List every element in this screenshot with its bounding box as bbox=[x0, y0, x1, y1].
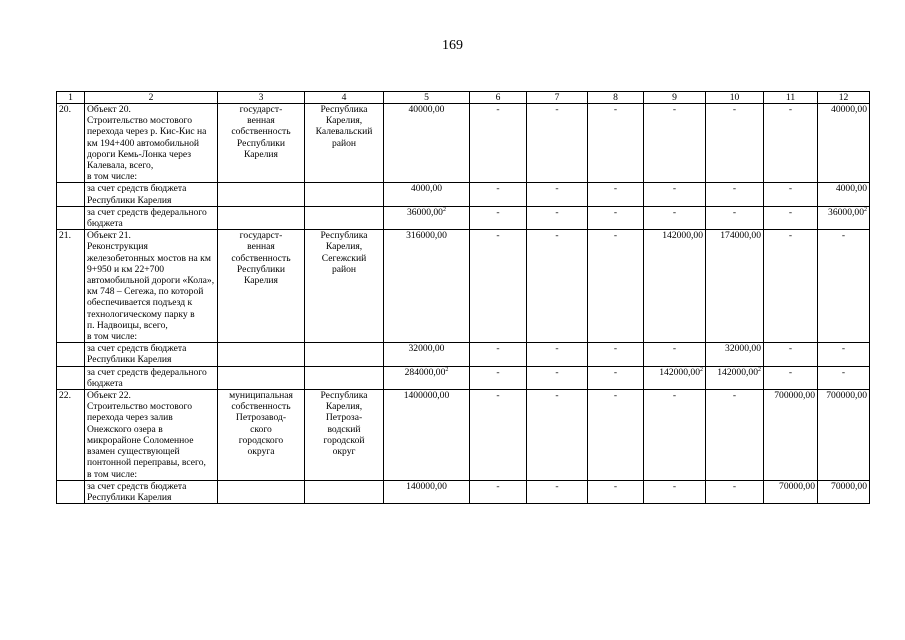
value-cell-text: 36000,00 bbox=[828, 206, 864, 218]
value-cell bbox=[706, 183, 764, 206]
funding-source bbox=[85, 480, 218, 503]
value-cell-text: 70000,00 bbox=[831, 480, 867, 492]
value-cell-text: - bbox=[555, 390, 559, 402]
location bbox=[305, 230, 384, 343]
row-number-text: 22. bbox=[59, 390, 71, 402]
value-cell bbox=[384, 480, 470, 503]
value-cell bbox=[384, 343, 470, 366]
value-cell bbox=[470, 104, 527, 183]
header-cell: 8 bbox=[588, 92, 644, 104]
object-name-text: Объект 22. Строительство мостового перехода через залив Онежского озера в микрорайоне Соломенное взамен существующей понтонной переправы, всего, в том числе: bbox=[87, 390, 206, 480]
value-cell bbox=[706, 480, 764, 503]
value-cell bbox=[644, 343, 706, 366]
footnote-mark: 2 bbox=[445, 366, 449, 373]
value-cell-text: - bbox=[613, 230, 618, 242]
value-cell bbox=[470, 230, 527, 343]
value-cell-text: 174000,00 bbox=[720, 230, 761, 242]
value-cell-text: - bbox=[732, 480, 737, 492]
funding-row bbox=[57, 480, 870, 503]
value-cell-text: - bbox=[788, 343, 793, 355]
footnote-mark: 2 bbox=[864, 206, 867, 213]
value-cell bbox=[588, 183, 644, 206]
value-cell-text: - bbox=[841, 343, 846, 355]
value-cell bbox=[527, 343, 588, 366]
funding-row bbox=[57, 183, 870, 206]
value-cell-text: 4000,00 bbox=[835, 183, 867, 195]
value-cell bbox=[588, 230, 644, 343]
value-cell bbox=[706, 390, 764, 481]
value-cell bbox=[706, 206, 764, 229]
value-cell bbox=[644, 230, 706, 343]
value-cell-text: - bbox=[555, 104, 559, 115]
value-cell-text: - bbox=[613, 343, 618, 355]
value-cell-text: 36000,00 bbox=[407, 206, 443, 218]
footnote-mark: 2 bbox=[442, 206, 446, 213]
value-cell bbox=[384, 206, 470, 229]
funding-row bbox=[57, 343, 870, 366]
location-text: Республика Карелия, Петроза- водский городской округ bbox=[320, 390, 368, 458]
value-cell-text: - bbox=[496, 230, 500, 242]
value-cell-text: - bbox=[613, 480, 618, 492]
location-empty bbox=[305, 366, 384, 389]
value-cell bbox=[764, 183, 818, 206]
value-cell bbox=[644, 390, 706, 481]
value-cell bbox=[588, 390, 644, 481]
value-cell bbox=[644, 104, 706, 183]
object-name-text: Объект 20. Строительство мостового перехода через р. Кис-Кис на км 194+400 автомобильной дороги Кемь-Лонка через Калевала, всего, в том числе: bbox=[87, 104, 207, 183]
value-cell bbox=[644, 366, 706, 389]
value-cell-text: - bbox=[613, 206, 618, 218]
header-cell: 10 bbox=[706, 92, 764, 104]
funding-source-text: за счет средств бюджета Республики Карелия bbox=[87, 183, 187, 206]
value-cell bbox=[764, 480, 818, 503]
location-text: Республика Карелия, Сегежский район bbox=[320, 230, 368, 275]
value-cell bbox=[384, 390, 470, 481]
value-cell-text: - bbox=[788, 206, 793, 218]
value-cell bbox=[644, 206, 706, 229]
funding-source bbox=[85, 206, 218, 229]
funding-source bbox=[85, 183, 218, 206]
row-number-text: 20. bbox=[59, 104, 71, 115]
value-cell bbox=[644, 183, 706, 206]
value-cell-text: - bbox=[555, 206, 559, 218]
value-cell-text: 700000,00 bbox=[774, 390, 815, 402]
value-cell bbox=[470, 390, 527, 481]
header-cell: 2 bbox=[85, 92, 218, 104]
header-cell: 1 bbox=[57, 92, 85, 104]
value-cell-text: - bbox=[672, 104, 677, 115]
value-cell bbox=[818, 390, 870, 481]
value-cell-text: - bbox=[672, 390, 677, 402]
value-cell-text: - bbox=[496, 343, 500, 355]
ownership-empty bbox=[218, 480, 305, 503]
value-cell-text: - bbox=[672, 343, 677, 355]
value-cell bbox=[384, 183, 470, 206]
object-name-text: Объект 21. Реконструкция железобетонных мостов на км 9+950 и км 22+700 автомобильной дороги «Кола», км 748 – Сегежа, по которой обеспечивается подъезд к технологическому парку в п. Надвоицы, всего, в том числе: bbox=[87, 230, 215, 343]
value-cell-text: - bbox=[732, 206, 737, 218]
object-row bbox=[57, 104, 870, 183]
value-cell-text: - bbox=[672, 183, 677, 195]
value-cell-text: - bbox=[841, 366, 846, 378]
object-row bbox=[57, 390, 870, 481]
value-cell bbox=[818, 104, 870, 183]
value-cell bbox=[384, 104, 470, 183]
header-cell: 4 bbox=[305, 92, 384, 104]
value-cell bbox=[470, 206, 527, 229]
location-empty bbox=[305, 183, 384, 206]
object-name bbox=[85, 104, 218, 183]
value-cell-text: 140000,00 bbox=[406, 480, 447, 492]
ownership bbox=[218, 390, 305, 481]
value-cell-text: - bbox=[613, 390, 618, 402]
value-cell-text: - bbox=[841, 230, 846, 242]
ownership-empty bbox=[218, 206, 305, 229]
funding-source-text: за счет средств федерального бюджета bbox=[87, 206, 207, 230]
value-cell bbox=[764, 366, 818, 389]
value-cell-text: - bbox=[613, 104, 618, 115]
ownership-text: государст- венная собственность Республики Карелия bbox=[231, 104, 291, 160]
value-cell bbox=[527, 480, 588, 503]
row-number-text: 21. bbox=[59, 230, 71, 242]
value-cell-text: 700000,00 bbox=[826, 390, 867, 402]
header-cell: 12 bbox=[818, 92, 870, 104]
value-cell-text: 4000,00 bbox=[410, 183, 443, 195]
value-cell-text: - bbox=[672, 480, 677, 492]
value-cell bbox=[384, 230, 470, 343]
location-empty bbox=[305, 480, 384, 503]
value-cell bbox=[764, 104, 818, 183]
value-cell-text: 40000,00 bbox=[408, 104, 445, 115]
value-cell-text: 32000,00 bbox=[725, 343, 761, 355]
value-cell bbox=[706, 343, 764, 366]
value-cell-text: - bbox=[496, 390, 500, 402]
value-cell-text: 284000,00 bbox=[404, 366, 446, 378]
value-cell bbox=[527, 230, 588, 343]
value-cell bbox=[818, 183, 870, 206]
value-cell bbox=[588, 343, 644, 366]
funding-source-text: за счет средств бюджета Республики Карелия bbox=[87, 480, 187, 503]
location bbox=[305, 104, 384, 183]
header-cell: 3 bbox=[218, 92, 305, 104]
value-cell bbox=[764, 206, 818, 229]
footnote-mark: 2 bbox=[700, 366, 703, 373]
value-cell bbox=[470, 343, 527, 366]
ownership bbox=[218, 230, 305, 343]
value-cell-text: - bbox=[496, 480, 500, 492]
value-cell-text: 316000,00 bbox=[406, 230, 447, 242]
value-cell bbox=[644, 480, 706, 503]
value-cell-text: - bbox=[496, 206, 500, 218]
object-name bbox=[85, 230, 218, 343]
footnote-mark: 2 bbox=[758, 366, 761, 373]
funding-row bbox=[57, 366, 870, 389]
value-cell-text: - bbox=[496, 183, 500, 195]
value-cell-text: - bbox=[788, 183, 793, 195]
row-number-empty bbox=[57, 183, 85, 206]
ownership-text: муниципальная собственность Петрозавод- ского городского округа bbox=[229, 390, 293, 458]
row-number bbox=[57, 104, 85, 183]
value-cell-text: - bbox=[788, 366, 793, 378]
value-cell bbox=[818, 343, 870, 366]
value-cell bbox=[818, 230, 870, 343]
value-cell-text: 70000,00 bbox=[779, 480, 815, 492]
value-cell bbox=[470, 480, 527, 503]
value-cell bbox=[470, 183, 527, 206]
value-cell bbox=[470, 366, 527, 389]
value-cell-text: - bbox=[613, 183, 618, 195]
value-cell bbox=[527, 390, 588, 481]
header-cell: 6 bbox=[470, 92, 527, 104]
header-cell: 9 bbox=[644, 92, 706, 104]
value-cell-text: - bbox=[555, 183, 559, 195]
funding-source bbox=[85, 343, 218, 366]
value-cell-text: 142000,00 bbox=[717, 366, 758, 378]
ownership bbox=[218, 104, 305, 183]
row-number-empty bbox=[57, 366, 85, 389]
value-cell-text: 32000,00 bbox=[408, 343, 445, 355]
header-cell: 7 bbox=[527, 92, 588, 104]
location-empty bbox=[305, 206, 384, 229]
value-cell bbox=[818, 366, 870, 389]
value-cell-text: - bbox=[788, 104, 793, 115]
investment-table bbox=[56, 91, 870, 504]
value-cell bbox=[706, 104, 764, 183]
value-cell bbox=[706, 366, 764, 389]
funding-source-text: за счет средств бюджета Республики Карелия bbox=[87, 343, 187, 366]
value-cell bbox=[384, 366, 470, 389]
value-cell bbox=[818, 480, 870, 503]
value-cell-text: - bbox=[496, 104, 500, 115]
row-number-empty bbox=[57, 206, 85, 229]
value-cell bbox=[527, 104, 588, 183]
value-cell-text: - bbox=[788, 230, 793, 242]
value-cell-text: 142000,00 bbox=[659, 366, 700, 378]
funding-source bbox=[85, 366, 218, 389]
value-cell-text: - bbox=[672, 206, 677, 218]
value-cell-text: 142000,00 bbox=[662, 230, 703, 242]
row-number-empty bbox=[57, 480, 85, 503]
row-number-empty bbox=[57, 343, 85, 366]
value-cell bbox=[527, 366, 588, 389]
funding-row bbox=[57, 206, 870, 229]
value-cell-text: - bbox=[732, 183, 737, 195]
value-cell bbox=[588, 366, 644, 389]
ownership-empty bbox=[218, 183, 305, 206]
value-cell-text: 40000,00 bbox=[831, 104, 867, 115]
row-number bbox=[57, 230, 85, 343]
value-cell bbox=[588, 480, 644, 503]
value-cell bbox=[588, 206, 644, 229]
ownership-empty bbox=[218, 366, 305, 389]
value-cell-text: - bbox=[613, 366, 618, 378]
value-cell bbox=[527, 183, 588, 206]
object-name bbox=[85, 390, 218, 481]
value-cell-text: - bbox=[555, 230, 559, 242]
ownership-empty bbox=[218, 343, 305, 366]
value-cell bbox=[818, 206, 870, 229]
page-number: 169 bbox=[442, 38, 463, 53]
value-cell-text: - bbox=[496, 366, 500, 378]
value-cell-text: - bbox=[732, 390, 737, 402]
ownership-text: государст- венная собственность Республики Карелия bbox=[231, 230, 291, 287]
row-number bbox=[57, 390, 85, 481]
object-row bbox=[57, 230, 870, 343]
header-cell: 5 bbox=[384, 92, 470, 104]
location-text: Республика Карелия, Калевальский район bbox=[315, 104, 373, 149]
value-cell bbox=[764, 343, 818, 366]
value-cell-text: - bbox=[555, 480, 559, 492]
funding-source-text: за счет средств федерального бюджета bbox=[87, 366, 207, 389]
value-cell-text: 1400000,00 bbox=[403, 390, 450, 402]
location bbox=[305, 390, 384, 481]
value-cell-text: - bbox=[732, 104, 737, 115]
value-cell bbox=[527, 206, 588, 229]
header-cell: 11 bbox=[764, 92, 818, 104]
value-cell bbox=[764, 230, 818, 343]
value-cell bbox=[764, 390, 818, 481]
value-cell-text: - bbox=[555, 366, 559, 378]
header-row bbox=[57, 92, 870, 104]
value-cell-text: - bbox=[555, 343, 559, 355]
value-cell bbox=[588, 104, 644, 183]
location-empty bbox=[305, 343, 384, 366]
value-cell bbox=[706, 230, 764, 343]
